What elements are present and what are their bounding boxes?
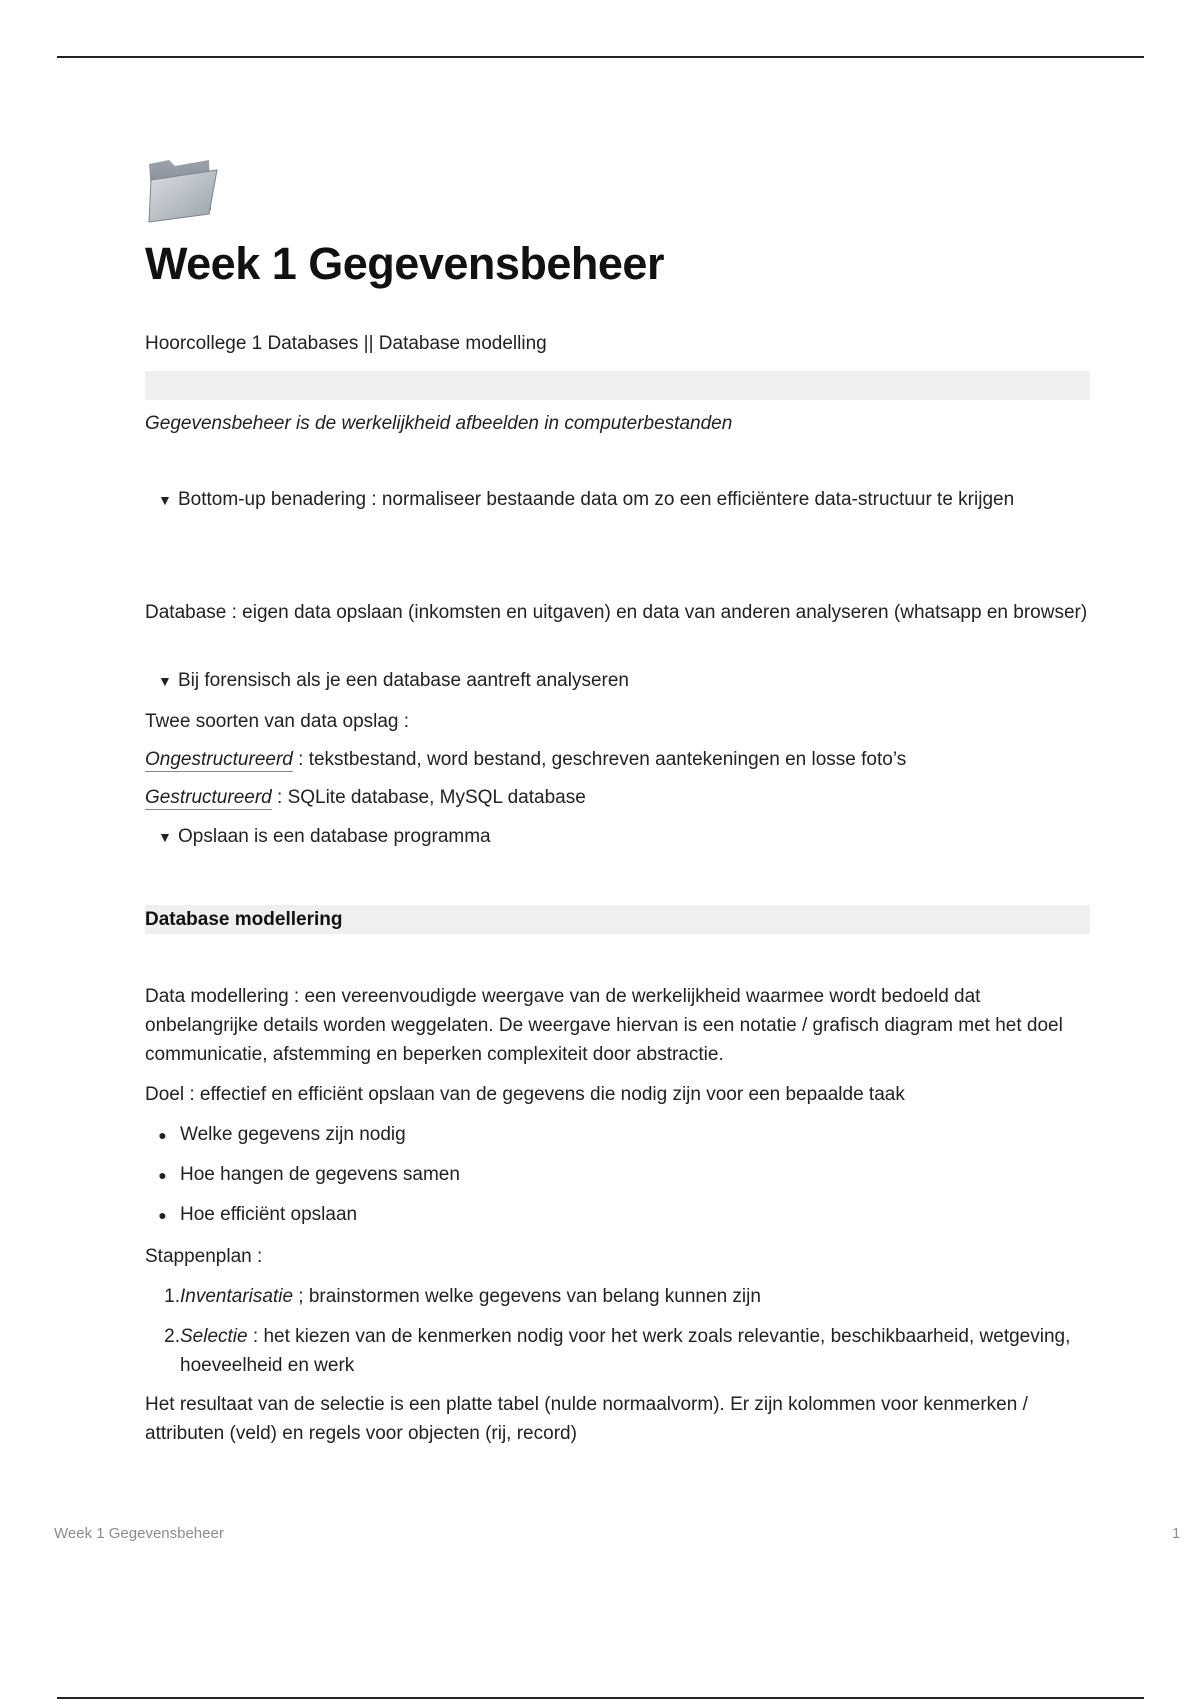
triangle-down-icon[interactable]: ▼ [158, 673, 172, 689]
document-body [145, 150, 1090, 1444]
step-text: ; brainstormen welke gegevens van belang kunnen zijn [293, 1286, 761, 1307]
step-term: Inventarisatie [180, 1286, 294, 1307]
term-ongestructureerd: Ongestructureerd [145, 749, 293, 770]
paragraph-twee-soorten: Twee soorten van data opslag : [145, 711, 410, 732]
paragraph-database: Database : eigen data opslaan (inkomsten en uitgaven) en data van anderen analyseren (whatsapp en browser) [145, 602, 1088, 623]
list-item-text: Hoe hangen de gegevens samen [180, 1164, 460, 1185]
step-term: Selectie [180, 1326, 248, 1347]
folder-icon [145, 150, 221, 226]
list-item [145, 1160, 460, 1190]
toggle-bottom-up[interactable] [158, 486, 1063, 514]
bottom-rule [57, 1697, 1144, 1699]
section-heading: Database modellering [145, 905, 1090, 934]
numbered-item [145, 1282, 1090, 1311]
bullet-icon: ● [158, 1127, 167, 1143]
toggle-label: Opslaan is een database programma [178, 826, 491, 847]
triangle-down-icon[interactable]: ▼ [158, 829, 172, 845]
page-title: Week 1 Gegevensbeheer [145, 238, 664, 289]
page-number: 1 [1172, 1525, 1181, 1542]
toggle-label: Bottom-up benadering : normaliseer bestaande data om zo een efficiëntere data-structuur te krijgen [178, 489, 1015, 510]
divider-bar [145, 371, 1090, 400]
intro-text: Gegevensbeheer is de werkelijkheid afbeelden in computerbestanden [145, 413, 733, 434]
triangle-down-icon[interactable]: ▼ [158, 492, 172, 508]
numbered-item [145, 1322, 1090, 1376]
definition-text: : SQLite database, MySQL database [271, 787, 586, 808]
step-text: : het kiezen van de kenmerken nodig voor het werk zoals relevantie, beschikbaarheid, wetgeving, hoeveelheid en werk [180, 1326, 1071, 1376]
list-item-text: Hoe efficiënt opslaan [180, 1204, 358, 1225]
bullet-icon: ● [158, 1167, 167, 1183]
subtitle: Hoorcollege 1 Databases || Database modelling [145, 333, 547, 354]
paragraph-ongestructureerd [145, 745, 1090, 774]
paragraph-gestructureerd [145, 783, 1090, 812]
bullet-icon: ● [158, 1207, 167, 1223]
list-number: 1. [164, 1286, 180, 1307]
paragraph-resultaat: Het resultaat van de selectie is een platte tabel (nulde normaalvorm). Er zijn kolommen voor kenmerken / attributen (veld) en regels voor objecten (rij, record) [145, 1394, 1028, 1444]
toggle-forensisch[interactable] [158, 667, 1063, 695]
paragraph-data-modellering: Data modellering : een vereenvoudigde weergave van de werkelijkheid waarmee wordt bedoeld dat onbelangrijke details worden weggelaten. De weergave hiervan is een notatie / grafisch diagram met het doel communicatie, afstemming en beperken complexiteit door abstractie. [145, 986, 1063, 1065]
list-item [145, 1120, 406, 1150]
list-number: 2. [164, 1326, 180, 1347]
list-item [145, 1200, 357, 1230]
list-item-text: Welke gegevens zijn nodig [180, 1124, 406, 1145]
paragraph-doel: Doel : effectief en efficiënt opslaan van de gegevens die nodig zijn voor een bepaalde taak [145, 1084, 905, 1105]
footer-title: Week 1 Gegevensbeheer [54, 1525, 224, 1542]
top-rule [57, 56, 1144, 58]
paragraph-stappenplan: Stappenplan : [145, 1246, 263, 1267]
definition-text: : tekstbestand, word bestand, geschreven aantekeningen en losse foto’s [292, 749, 907, 770]
toggle-opslaan[interactable] [158, 823, 1063, 851]
term-gestructureerd: Gestructureerd [145, 787, 272, 808]
toggle-label: Bij forensisch als je een database aantreft analyseren [178, 670, 629, 691]
